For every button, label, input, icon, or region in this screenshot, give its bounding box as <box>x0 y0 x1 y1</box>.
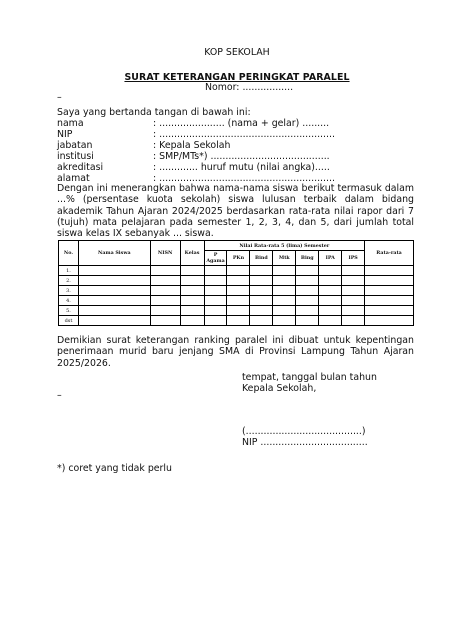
signature-nip-line: NIP .................................... <box>242 437 368 448</box>
field-value-alamat: : ........................................................... <box>153 173 335 184</box>
row-number: 3. <box>59 286 79 296</box>
header-subject-mtk: Mtk <box>273 251 296 266</box>
header-no: No. <box>59 241 79 266</box>
signature-name-line: (.......................................) <box>242 426 366 437</box>
field-value-jabatan: : Kepala Sekolah <box>153 140 231 151</box>
field-label-jabatan: jabatan <box>57 140 93 151</box>
table-row <box>59 316 414 326</box>
header-semester-group: Nilai Rata-rata 5 (lima) Semester <box>204 241 365 251</box>
kop-sekolah: KOP SEKOLAH <box>204 47 270 58</box>
row-number: 1. <box>59 266 79 276</box>
header-subject-bind: Bind <box>250 251 273 266</box>
table-row <box>59 266 414 276</box>
signature-place-date: tempat, tanggal bulan tahun <box>242 372 377 383</box>
header-dash: – <box>57 92 62 103</box>
header-subject-pkn: PKn <box>227 251 250 266</box>
closing-paragraph: Demikian surat keterangan ranking paralel ini dibuat untuk kepentingan penerimaan murid baru jenjang SMA di Provinsi Lampung Tahun Ajaran 2025/2026. <box>57 335 414 369</box>
field-label-nama: nama <box>57 118 84 129</box>
letter-title: SURAT KETERANGAN PERINGKAT PARALEL <box>124 72 350 83</box>
table-row <box>59 296 414 306</box>
header-rata-rata: Rata-rata <box>365 241 414 266</box>
field-value-institusi: : SMP/MTs*) ........................................ <box>153 151 330 162</box>
field-value-nip: : ........................................................... <box>153 129 335 140</box>
ranking-table <box>58 240 414 326</box>
field-label-akreditasi: akreditasi <box>57 162 104 173</box>
field-value-nama: : ...................... (nama + gelar) ......... <box>153 118 330 129</box>
table-row <box>59 306 414 316</box>
field-label-institusi: institusi <box>57 151 94 162</box>
header-subject-ips: IPS <box>342 251 365 266</box>
row-number: 4. <box>59 296 79 306</box>
header-subject-bing: Bing <box>296 251 319 266</box>
field-label-alamat: alamat <box>57 173 90 184</box>
field-value-akreditasi: : ............. huruf mutu (nilai angka)..... <box>153 162 330 173</box>
row-number: 5. <box>59 306 79 316</box>
statement-paragraph: Dengan ini menerangkan bahwa nama-nama siswa berikut termasuk dalam ...% (persentase kuota sekolah) siswa lulusan terbaik dalam bidang akademik Tahun Ajaran 2024/2025 berdasarkan rata-rata nilai rapor dari 7 (tujuh) mata pelajaran pada semester 1, 2, 3, 4, dan 5, dari jumlah total siswa kelas IX sebanyak ... siswa. <box>57 183 414 240</box>
signature-dash: – <box>57 390 62 401</box>
header-nama-siswa: Nama Siswa <box>78 241 150 266</box>
field-label-nip: NIP <box>57 129 73 140</box>
table-row <box>59 286 414 296</box>
intro-text: Saya yang bertanda tangan di bawah ini: <box>57 107 251 118</box>
header-nisn: NISN <box>150 241 180 266</box>
signature-position: Kepala Sekolah, <box>242 383 317 394</box>
header-subject-ipa: IPA <box>319 251 342 266</box>
letter-number: Nomor: ................. <box>205 82 294 93</box>
row-number: 2. <box>59 276 79 286</box>
footnote: *) coret yang tidak perlu <box>57 463 172 474</box>
table-row <box>59 276 414 286</box>
header-kelas: Kelas <box>180 241 204 266</box>
row-number: dst <box>59 316 79 326</box>
header-subject-pagama: P Agama <box>204 251 227 266</box>
